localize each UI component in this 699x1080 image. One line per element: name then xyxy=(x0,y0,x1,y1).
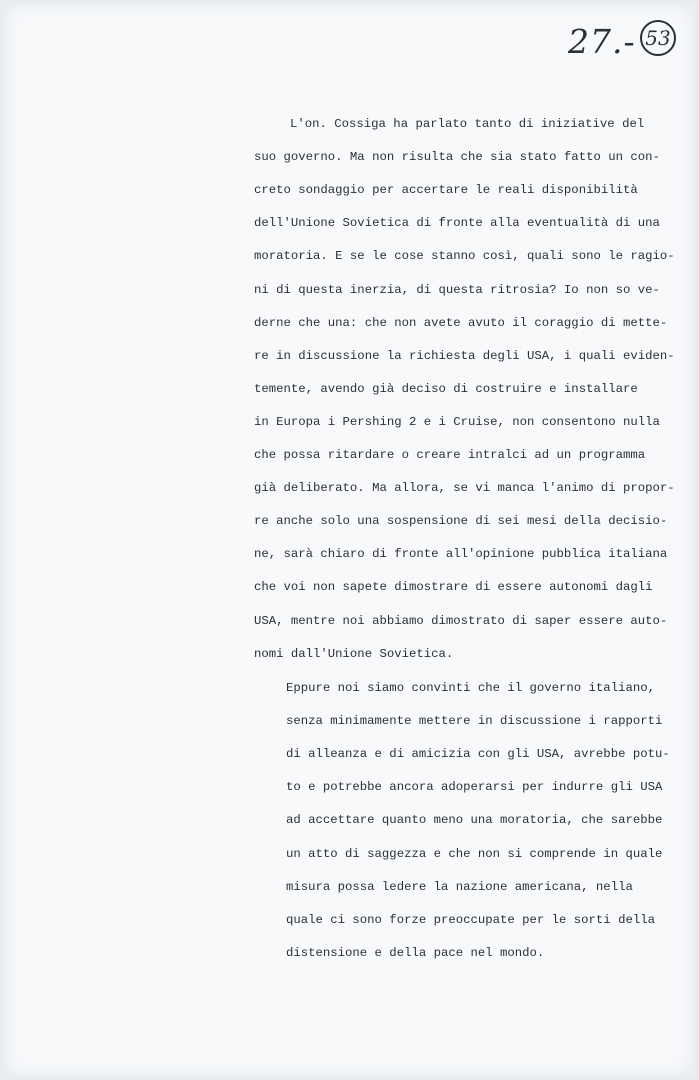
text-line: suo governo. Ma non risulta che sia stato fatto un con- xyxy=(254,150,660,165)
text-line: moratoria. E se le cose stanno così, quali sono le ragio- xyxy=(254,249,675,264)
text-line: to e potrebbe ancora adoperarsi per indurre gli USA xyxy=(286,780,663,795)
circled-number-text: 53 xyxy=(645,26,671,50)
text-line: senza minimamente mettere in discussione i rapporti xyxy=(286,714,663,729)
page-number-text: 27.- xyxy=(568,22,636,61)
text-line: ad accettare quanto meno una moratoria, che sarebbe xyxy=(286,813,663,828)
text-line: USA, mentre noi abbiamo dimostrato di saper essere auto- xyxy=(254,613,668,628)
text-line: temente, avendo già deciso di costruire e installare xyxy=(254,381,638,396)
text-line: di alleanza e di amicizia con gli USA, avrebbe potu- xyxy=(286,747,670,762)
text-line: re in discussione la richiesta degli USA, i quali eviden- xyxy=(254,348,675,363)
text-line: in Europa i Pershing 2 e i Cruise, non consentono nulla xyxy=(254,414,660,429)
document-page xyxy=(4,4,695,1076)
text-line: che possa ritardare o creare intralci ad un programma xyxy=(254,448,646,462)
text-line: derne che una: che non avete avuto il coraggio di mette- xyxy=(254,315,668,330)
text-line: nomi dall'Unione Sovietica. xyxy=(254,646,454,661)
text-line: misura possa ledere la nazione americana, nella xyxy=(286,879,633,894)
text-line: che voi non sapete dimostrare di essere autonomi dagli xyxy=(254,580,653,595)
handwritten-page-number xyxy=(564,20,694,70)
text-line: dell'Unione Sovietica di fronte alla eventualità di una xyxy=(254,216,660,231)
circled-page-number xyxy=(640,20,676,56)
text-line: distensione e della pace nel mondo. xyxy=(286,945,545,960)
text-line: Eppure noi siamo convinti che il governo italiano, xyxy=(286,681,655,695)
text-line: re anche solo una sospensione di sei mesi della decisio- xyxy=(254,514,668,529)
text-line: ne, sarà chiaro di fronte all'opinione pubblica italiana xyxy=(254,547,668,562)
text-line: già deliberato. Ma allora, se vi manca l'animo di propor- xyxy=(254,481,675,496)
text-line: quale ci sono forze preoccupate per le sorti della xyxy=(286,912,655,927)
text-line: L'on. Cossiga ha parlato tanto di iniziative del xyxy=(290,117,645,131)
text-line: un atto di saggezza e che non si comprende in quale xyxy=(286,846,663,861)
text-line: ni di questa inerzia, di questa ritrosia? Io non so ve- xyxy=(254,282,660,297)
text-line: creto sondaggio per accertare le reali disponibilità xyxy=(254,183,638,198)
